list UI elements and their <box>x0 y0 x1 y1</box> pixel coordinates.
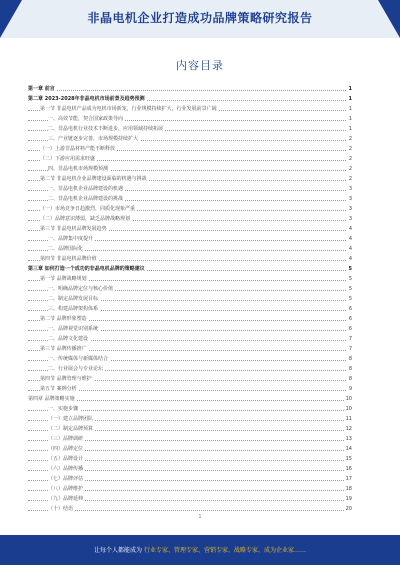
toc-entry-page: 3 <box>348 206 352 212</box>
toc-entry-page: 2 <box>348 146 352 152</box>
footer-slogan-right: 行业专家、管理专家、营销专家、战略专家、成为企业家…… <box>143 547 306 554</box>
toc-entry-text: 一、实施步骤 <box>48 406 79 412</box>
toc-entry-text: 二、品牌国际化 <box>48 246 84 252</box>
footer-slogan-left: 让每个人都能成为 <box>94 547 143 554</box>
toc-entry-text: （一）上游非晶材料产能不断释放 <box>40 146 116 152</box>
toc-entry[interactable] <box>28 444 352 454</box>
toc-entry[interactable] <box>28 234 352 244</box>
header-banner <box>0 0 400 38</box>
toc-entry-text: （二）制定品牌预算 <box>48 426 94 432</box>
toc-entry[interactable] <box>28 144 352 154</box>
toc-entry[interactable] <box>28 134 352 144</box>
toc-entry-page: 5 <box>348 266 352 272</box>
toc-entry-page: 2 <box>348 136 352 142</box>
toc-entry[interactable] <box>28 294 352 304</box>
toc-entry[interactable] <box>28 314 352 324</box>
toc-entry-text: 一、高效节能，契合国家政策导向 <box>48 116 124 122</box>
toc-entry-page: 2 <box>348 156 352 162</box>
toc-entry-text: 第五节 案例分析 <box>40 386 77 392</box>
page-number: 1 <box>198 514 202 520</box>
toc-entry[interactable] <box>28 104 352 114</box>
toc-entry[interactable] <box>28 364 352 374</box>
toc-entry-text: （十）结语 <box>48 506 74 512</box>
toc-entry-text: 二、制定品牌发展目标 <box>48 296 99 302</box>
toc-entry[interactable] <box>28 344 352 354</box>
toc-leader-dots <box>28 90 352 91</box>
toc-entry-text: 二、品牌文化建设 <box>48 336 89 342</box>
toc-entry-page: 1 <box>348 126 352 132</box>
toc-entry-page: 11 <box>345 416 352 422</box>
toc-entry[interactable] <box>28 354 352 364</box>
toc-entry-text: 三、构建品牌架构体系 <box>48 306 99 312</box>
toc-entry[interactable] <box>28 184 352 194</box>
toc-entry-page: 6 <box>348 316 352 322</box>
toc-entry-page: 9 <box>348 386 352 392</box>
toc-entry-page: 16 <box>345 466 352 472</box>
toc-entry-page: 3 <box>348 196 352 202</box>
toc-entry[interactable] <box>28 414 352 424</box>
toc-entry[interactable] <box>28 164 352 174</box>
toc-entry[interactable] <box>28 264 352 274</box>
toc-entry[interactable] <box>28 394 352 404</box>
toc-entry-page: 1 <box>348 96 352 102</box>
toc-entry-text: 四、非晶电机市场规模预测 <box>48 166 109 172</box>
toc-entry-page: 3 <box>348 216 352 222</box>
toc-entry[interactable] <box>28 274 352 284</box>
toc-entry-text: 一、非晶电机企业品牌建设的机遇 <box>48 186 124 192</box>
toc-entry[interactable] <box>28 304 352 314</box>
toc-entry-text: （七）品牌评估 <box>48 476 84 482</box>
toc-entry-page: 8 <box>348 366 352 372</box>
toc-entry[interactable] <box>28 254 352 264</box>
toc-entry-page: 19 <box>345 496 352 502</box>
toc-entry[interactable] <box>28 324 352 334</box>
toc-entry[interactable] <box>28 434 352 444</box>
toc-entry-text: 第二章 2023-2028年非晶电机市场前景及趋势预测 <box>28 96 145 102</box>
toc-leader-dots <box>28 510 352 511</box>
toc-entry-text: 第四节 品牌管理与维护 <box>40 376 92 382</box>
footer-banner <box>0 535 400 565</box>
toc-entry[interactable] <box>28 374 352 384</box>
toc-entry-page: 4 <box>348 236 352 242</box>
toc-entry-page: 20 <box>345 506 352 512</box>
toc-entry-page: 1 <box>348 86 352 92</box>
toc-entry-text: 第一节 非晶电机产品成为电机市场新宠，行业规模持续扩大，行业发展前景广阔 <box>40 106 217 112</box>
toc-entry-text: 第三章 如何打造一个成功的非晶电机品牌的策略建议 <box>28 266 145 272</box>
toc-entry-text: 一、品牌视觉识别系统 <box>48 326 99 332</box>
toc-entry-text: 第三节 品牌传播推广 <box>40 346 87 352</box>
toc-entry-page: 2 <box>348 166 352 172</box>
toc-entry-page: 17 <box>345 476 352 482</box>
toc-entry-page: 7 <box>348 336 352 342</box>
toc-entry-page: 6 <box>348 326 352 332</box>
toc-entry-text: （九）品牌延伸 <box>48 496 84 502</box>
toc-entry[interactable] <box>28 424 352 434</box>
toc-entry[interactable] <box>28 284 352 294</box>
toc-leader-dots <box>28 400 352 401</box>
toc-entry-text: 第二节 非晶电机企业品牌建设面临的机遇与挑战 <box>40 176 147 182</box>
table-of-contents <box>28 84 352 514</box>
toc-entry-text: （八）品牌维护 <box>48 486 84 492</box>
toc-entry-text: （一）建立品牌团队 <box>48 416 94 422</box>
toc-entry-page: 5 <box>348 276 352 282</box>
toc-entry[interactable] <box>28 224 352 234</box>
toc-entry-text: 三、产业链逐步完善，市场规模持续扩大 <box>48 136 139 142</box>
toc-entry[interactable] <box>28 334 352 344</box>
toc-entry-text: 第四章 品牌策略实施 <box>28 396 75 402</box>
toc-entry-page: 6 <box>348 306 352 312</box>
toc-entry-page: 18 <box>345 486 352 492</box>
toc-entry-page: 1 <box>348 116 352 122</box>
toc-entry[interactable] <box>28 174 352 184</box>
toc-entry[interactable] <box>28 404 352 414</box>
toc-entry-page: 13 <box>345 436 352 442</box>
report-title: 非晶电机企业打造成功品牌策略研究报告 <box>87 11 313 25</box>
toc-entry-text: 第一章 前言 <box>28 86 55 92</box>
toc-entry[interactable] <box>28 464 352 474</box>
toc-entry[interactable] <box>28 504 352 514</box>
toc-entry-text: （三）品牌调研 <box>48 436 84 442</box>
toc-entry[interactable] <box>28 494 352 504</box>
toc-entry-text: 第二节 品牌形象塑造 <box>40 316 87 322</box>
toc-entry-page: 4 <box>348 226 352 232</box>
toc-entry-text: 第四节 非晶电机品牌价值 <box>40 256 97 262</box>
toc-entry-text: 一、品牌集中度提升 <box>48 236 94 242</box>
toc-entry-page: 2 <box>348 176 352 182</box>
toc-entry-page: 8 <box>348 356 352 362</box>
toc-entry-page: 5 <box>348 296 352 302</box>
toc-entry-text: 二、非晶电机行业技术不断进步，应用领域持续拓展 <box>48 126 164 132</box>
toc-entry[interactable] <box>28 384 352 394</box>
toc-entry[interactable] <box>28 244 352 254</box>
toc-entry-page: 5 <box>348 286 352 292</box>
toc-entry-text: （六）品牌传播 <box>48 466 84 472</box>
toc-entry[interactable] <box>28 94 352 104</box>
toc-entry-text: 第三节 非晶电机品牌发展趋势 <box>40 226 107 232</box>
toc-entry-text: （二）下游应用需求旺盛 <box>40 156 96 162</box>
toc-entry-page: 8 <box>348 376 352 382</box>
toc-entry-text: 二、行业展会与专业论坛 <box>48 366 104 372</box>
toc-entry-page: 4 <box>348 246 352 252</box>
toc-entry[interactable] <box>28 214 352 224</box>
toc-entry-text: （二）品牌意识薄弱，缺乏品牌战略规划 <box>40 216 131 222</box>
toc-entry-page: 7 <box>348 346 352 352</box>
toc-entry-page: 10 <box>345 396 352 402</box>
toc-entry[interactable] <box>28 484 352 494</box>
toc-entry[interactable] <box>28 194 352 204</box>
toc-entry-page: 4 <box>348 256 352 262</box>
toc-entry-page: 10 <box>345 406 352 412</box>
toc-entry-text: 一、传统媒体与新媒体结合 <box>48 356 109 362</box>
toc-entry[interactable] <box>28 114 352 124</box>
toc-entry-page: 1 <box>348 106 352 112</box>
toc-entry[interactable] <box>28 154 352 164</box>
toc-entry-page: 12 <box>345 426 352 432</box>
toc-entry[interactable] <box>28 454 352 464</box>
footer-slogan <box>0 545 400 554</box>
toc-entry[interactable] <box>28 84 352 94</box>
toc-heading: 内容目录 <box>176 59 224 72</box>
toc-entry-text: （四）品牌定位 <box>48 446 84 452</box>
toc-entry-text: 一、明确品牌定位与核心价值 <box>48 286 114 292</box>
toc-entry-text: 二、非晶电机企业品牌建设的挑战 <box>48 196 124 202</box>
toc-entry-page: 15 <box>345 456 352 462</box>
toc-entry-text: 第一节 品牌战略规划 <box>40 276 87 282</box>
toc-entry-text: （五）品牌设计 <box>48 456 84 462</box>
toc-entry[interactable] <box>28 204 352 214</box>
toc-entry[interactable] <box>28 124 352 134</box>
toc-entry-page: 14 <box>345 446 352 452</box>
toc-entry-text: （一）市场竞争日趋激烈，同质化现象严重 <box>40 206 136 212</box>
toc-entry-page: 3 <box>348 186 352 192</box>
toc-entry[interactable] <box>28 474 352 484</box>
